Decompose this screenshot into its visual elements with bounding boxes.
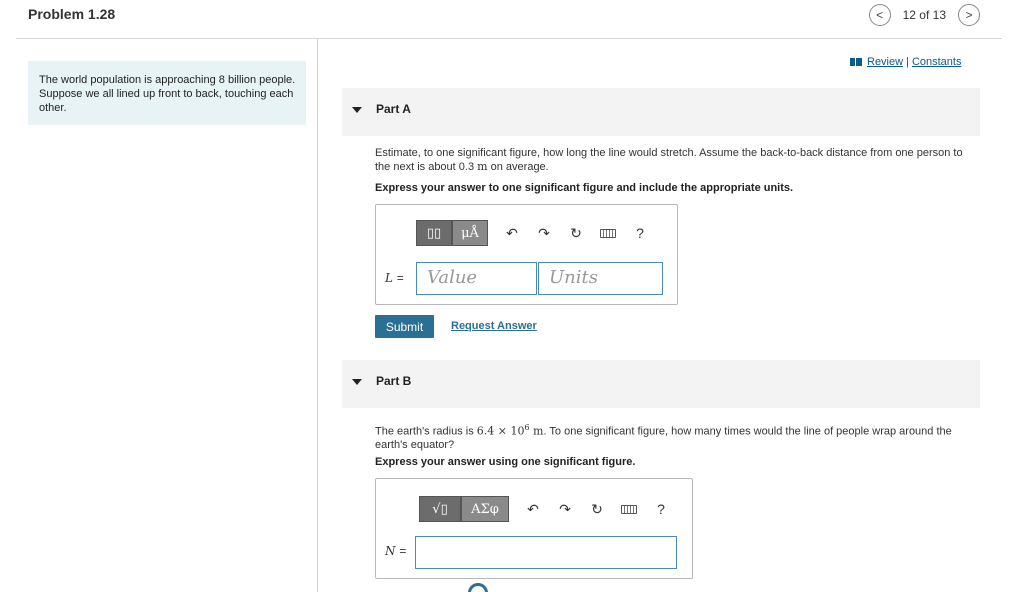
undo-icon[interactable]: ↶ <box>527 500 539 517</box>
constants-link[interactable]: Constants <box>911 56 962 68</box>
keyboard-icon[interactable] <box>592 220 624 246</box>
part-b-question-math: 6.4 × 10 <box>476 424 525 438</box>
part-b-variable <box>385 544 406 558</box>
part-a-question-unit: m <box>477 160 488 173</box>
part-b-instruction: Express your answer using one significant figure. <box>375 456 636 468</box>
answer-input[interactable] <box>415 536 677 569</box>
help-icon[interactable]: ? <box>636 225 644 241</box>
undo-icon[interactable]: ↶ <box>506 224 518 241</box>
problem-counter: 12 of 13 <box>902 8 946 22</box>
request-answer-link[interactable]: Request Answer <box>451 320 537 332</box>
part-a-instruction: Express your answer to one significant figure and include the appropriate units. <box>375 182 794 194</box>
help-icon[interactable]: ? <box>657 501 665 517</box>
link-separator: | <box>906 56 909 68</box>
part-a-header[interactable] <box>342 88 980 136</box>
templates-button[interactable]: √▯ <box>419 496 461 522</box>
collapse-caret-icon[interactable] <box>352 379 362 385</box>
header-divider <box>16 38 1002 39</box>
equals-sign: = <box>399 544 407 558</box>
part-b-answer-box <box>375 478 693 579</box>
units-input[interactable]: Units <box>538 262 663 295</box>
part-a-label: Part A <box>376 102 411 116</box>
reset-icon[interactable]: ↻ <box>591 500 603 517</box>
units-button[interactable]: μÅ <box>452 220 488 246</box>
value-input[interactable]: Value <box>416 262 537 295</box>
collapse-caret-icon[interactable] <box>352 107 362 113</box>
problem-intro-text: The world population is approaching 8 billion people. Suppose we all lined up front to back, touching each other. <box>39 74 296 114</box>
submit-button[interactable]: Submit <box>375 315 434 338</box>
part-b-label: Part B <box>376 374 412 388</box>
part-a-question <box>375 147 975 174</box>
problem-intro-panel <box>28 61 306 125</box>
variable-l: L <box>385 271 393 285</box>
part-b-math-toolbar <box>419 496 677 522</box>
problem-title: Problem 1.28 <box>28 6 116 22</box>
equals-sign: = <box>396 271 404 285</box>
review-link[interactable]: Review <box>867 56 904 68</box>
part-a-question-text-end: on average. <box>487 161 549 173</box>
part-b-question-exponent: 6 <box>524 423 530 432</box>
part-b-header[interactable] <box>342 360 980 408</box>
problem-navigation <box>869 4 980 26</box>
book-icon <box>850 58 862 66</box>
part-b-question-text: The earth's radius is <box>375 425 477 438</box>
next-problem-button[interactable]: > <box>958 4 980 26</box>
keyboard-icon[interactable] <box>613 496 645 522</box>
symbols-button[interactable]: ΑΣφ <box>461 496 509 522</box>
part-a-answer-box <box>375 204 678 305</box>
part-b-question <box>375 421 970 452</box>
previous-problem-button[interactable]: < <box>869 4 891 26</box>
part-a-math-toolbar <box>416 220 656 246</box>
redo-icon[interactable]: ↷ <box>538 224 550 241</box>
top-bar <box>0 0 1024 38</box>
part-a-variable <box>385 271 404 285</box>
column-divider <box>317 39 318 592</box>
partially-visible-icon <box>468 583 488 592</box>
part-b-question-unit: m <box>529 424 544 438</box>
redo-icon[interactable]: ↷ <box>559 500 571 517</box>
part-a-question-text: Estimate, to one significant figure, how long the line would stretch. Assume the back-to-back distance from one person to the next is about 0.3 <box>375 147 963 173</box>
part-b-question-text-end: . To one significant figure, how many times would the line of people wrap around the earth's equator? <box>375 425 952 451</box>
templates-button[interactable]: ▯▯ <box>416 220 452 246</box>
reset-icon[interactable]: ↻ <box>570 224 582 241</box>
variable-n: N <box>385 544 396 558</box>
resource-links <box>850 56 961 68</box>
